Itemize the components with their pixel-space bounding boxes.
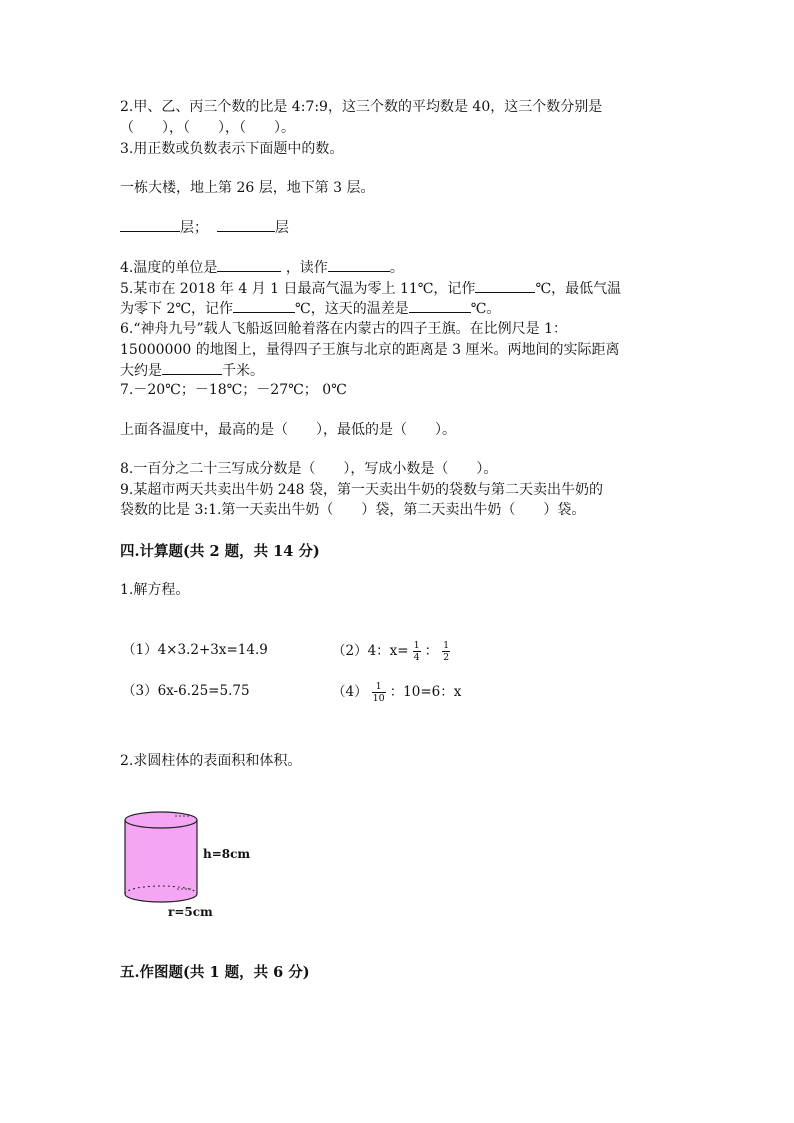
fraction [442, 640, 450, 663]
q5-part-c: 为零下 2℃，记作 [120, 301, 234, 317]
q6-line3 [120, 360, 264, 381]
q5-line2 [120, 298, 500, 319]
section4-title: 四.计算题(共 2 题，共 14 分) [120, 543, 320, 560]
fraction-denominator: 4 [413, 652, 420, 663]
answer-blank[interactable] [217, 217, 275, 232]
q8-text: 8.一百分之二十三写成分数是（ ），写成小数是（ ）。 [120, 461, 498, 477]
equation-1: （1）4×3.2+3x=14.9 [122, 642, 268, 658]
q4-part-a: 4.温度的单位是 [120, 260, 218, 276]
q5-part-d: ℃，这天的温差是 [295, 301, 409, 317]
q3-answer-line [120, 217, 289, 238]
q6-line1: 6.“神舟九号”载人飞船返回舱着落在内蒙古的四子王旗。在比例尺是 1： [120, 321, 568, 337]
equation-3: （3）6x-6.25=5.75 [122, 683, 250, 699]
q4-part-c: 。 [389, 260, 404, 276]
equation-4 [332, 681, 461, 704]
fraction-denominator: 10 [372, 693, 385, 704]
q5-part-e: ℃。 [470, 301, 501, 317]
section5-title: 五.作图题(共 1 题，共 6 分) [120, 964, 310, 981]
fraction [372, 681, 386, 704]
fraction-numerator: 1 [413, 640, 420, 651]
section4-q1-title: 1.解方程。 [120, 582, 190, 598]
q5-line1 [120, 278, 621, 299]
answer-blank[interactable] [162, 360, 222, 375]
cylinder-diagram [118, 808, 208, 908]
q7-question: 上面各温度中，最高的是（ ），最低的是（ ）。 [120, 422, 456, 438]
fraction [413, 640, 421, 663]
q6-part-a: 大约是 [120, 363, 162, 379]
section4-q2-title: 2.求圆柱体的表面积和体积。 [120, 753, 302, 769]
q7-temps: 7.－20℃；－18℃；－27℃； 0℃ [120, 382, 347, 398]
equation-4-prefix: （4） [332, 684, 368, 700]
equation-2-prefix: （2）4：x= [332, 643, 409, 659]
q2-line1: 2.甲、乙、丙三个数的比是 4:7:9，这三个数的平均数是 40，这三个数分别是 [120, 99, 603, 115]
q2-line2: （ ），（ ），（ ）。 [120, 120, 295, 136]
q3-building: 一栋大楼，地上第 26 层，地下第 3 层。 [120, 180, 375, 196]
equation-2 [332, 640, 454, 663]
q3-intro: 3.用正数或负数表示下面题中的数。 [120, 141, 344, 157]
q5-part-b: ℃，最低气温 [535, 281, 622, 297]
q6-line2: 15000000 的地图上，量得四子王旗与北京的距离是 3 厘米。两地间的实际距离 [120, 342, 620, 358]
fraction-numerator: 1 [372, 681, 386, 693]
q9-line1: 9.某超市两天共卖出牛奶 248 袋，第一天卖出牛奶的袋数与第二天卖出牛奶的 [120, 482, 603, 498]
q3-unit2: 层 [274, 220, 289, 236]
answer-blank[interactable] [233, 298, 295, 313]
height-label: h=8cm [203, 847, 251, 861]
equation-4-suffix: ：10=6：x [389, 684, 462, 700]
equation-2-colon: ： [424, 643, 439, 659]
q3-unit1: 层； [180, 220, 208, 236]
q9-line2: 袋数的比是 3:1.第一天卖出牛奶（ ）袋，第二天卖出牛奶（ ）袋。 [120, 502, 586, 518]
radius-label: r=5cm [168, 905, 213, 919]
q4-part-b: ，读作 [285, 260, 328, 276]
q6-part-b: 千米。 [222, 363, 264, 379]
answer-blank[interactable] [120, 217, 180, 232]
answer-blank[interactable] [217, 257, 281, 272]
answer-blank[interactable] [328, 257, 390, 272]
q5-part-a: 5.某市在 2018 年 4 月 1 日最高气温为零上 11℃，记作 [120, 281, 476, 297]
answer-blank[interactable] [409, 298, 471, 313]
cylinder-top [125, 812, 197, 828]
fraction-denominator: 2 [443, 652, 450, 663]
fraction-numerator: 1 [443, 640, 450, 651]
answer-blank[interactable] [475, 278, 535, 293]
q4-line [120, 257, 404, 278]
